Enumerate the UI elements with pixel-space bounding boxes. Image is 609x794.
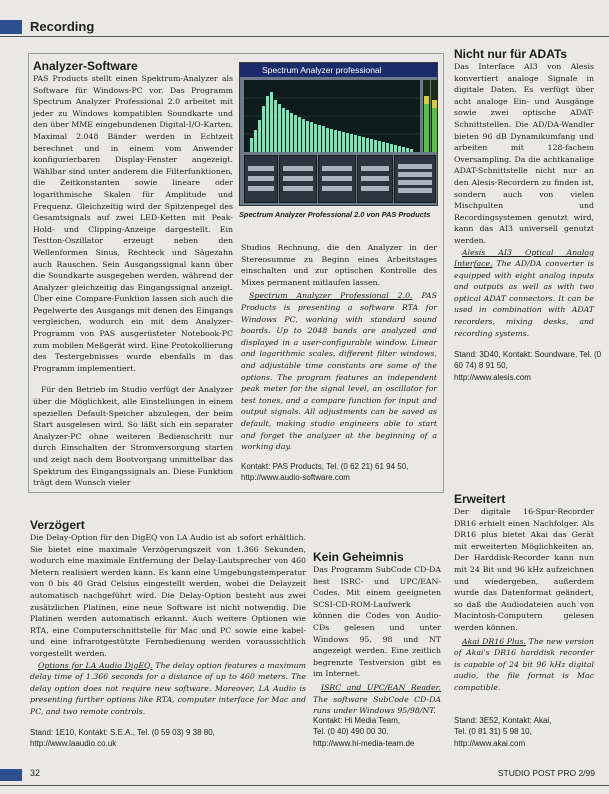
footer-marker <box>0 769 22 781</box>
adats-heading: Nicht nur für ADATs <box>454 47 568 61</box>
adats-contact <box>454 349 602 383</box>
analyzer-body-col1 <box>33 73 233 489</box>
geheimnis-contact <box>313 715 414 749</box>
geheimnis-contact-url[interactable]: http://www.hi-media-team.de <box>313 738 415 748</box>
verzoegert-english-title: Options for LA Audio DigEQ. <box>38 660 153 670</box>
geheimnis-heading: Kein Geheimnis <box>313 550 404 564</box>
geheimnis-contact-line-2: Tel. (0 40) 490 00 30, <box>313 727 389 737</box>
erweitert-contact-line-1: Stand: 3E52, Kontakt: Akai, <box>454 716 552 725</box>
peak-meter-left <box>423 80 430 152</box>
adats-contact-line-1: Stand: 3D40, Kontakt: Soundware, Tel. (0 60 74) 8 91 50, <box>454 350 602 371</box>
geheimnis-english-text: The software SubCode CD-DA runs under Windows 95/98/NT. <box>313 694 441 716</box>
verzoegert-body <box>30 532 306 718</box>
screenshot-titlebar: Spectrum Analyzer professional <box>240 63 437 77</box>
control-panel-4 <box>357 155 393 203</box>
adats-english-title: Alesis AI3 Optical Analog Interface. <box>454 247 594 269</box>
page-number: 32 <box>30 768 41 778</box>
control-panel-2 <box>279 155 317 203</box>
adats-english-summary <box>454 247 594 340</box>
erweitert-body <box>454 506 594 694</box>
magazine-issue: STUDIO POST PRO 2/99 <box>497 768 595 778</box>
erweitert-contact-line-2: Tel. (0 81 31) 5 98 10, <box>454 727 532 737</box>
analyzer-english-summary <box>241 290 437 452</box>
analyzer-english-text: PAS Products is presenting a software RTA for Windows PC, working with standard sound boards. Up to 2048 bands are analyzed and displayed in a user-configurable window. Linear and logarithmic scales, different filter windows, and adjustable time constants are some of the options. The program features an independent peak meter for the signal level, an oscillator for test tones, and a compare function for input and output signals. All adjustments can be saved as default, making studio engineers able to start and forget the analyzer at the beginning of a working day. <box>241 291 437 452</box>
screenshot-caption: Spectrum Analyzer Professional 2.0 von PAS Products <box>239 210 431 219</box>
spectrum-bars-graphic <box>244 80 420 152</box>
control-panel-3 <box>318 155 356 203</box>
verzoegert-heading: Verzögert <box>30 518 85 532</box>
verzoegert-contact-line-1: Stand: 1E10, Kontakt: S.E.A., Tel. (0 59 03) 9 38 80, <box>30 728 215 737</box>
analyzer-heading: Analyzer-Software <box>33 59 138 73</box>
erweitert-english-summary <box>454 636 594 694</box>
erweitert-english-title: Akai DR16 Plus. <box>462 636 527 646</box>
verzoegert-para: Die Delay-Option für den DigEQ von LA Audio ist ab sofort erhältlich. Sie bietet eine maximale Verzögerungszeit von 1.366 Sekunden, wodurch eine maximale Entfernung der Delay-Lautsprecher von 460 Metern realisiert werden kann. Es kann eine Umgebungstemperatur von 0 bis 40 Grad Celsius eingestellt werden, wobei die Delayzeit automatisch nachgeführt wird. Die Delay-Option besteht aus zwei zusätzlichen Platinen, eine neue Software ist nicht notwendig. Die Platinen werden automatisch erkannt. Auch weitere Optionen wie RTA, eine Computerschnittstelle für Mac und PC sowie eine kabel- und eine infrarotgestützte Fernbedienung werden voraussichtlich vorgestellt werden. <box>30 533 306 658</box>
analyzer-para-1: PAS Products stellt einen Spektrum-Analyzer als Software für Windows-PC vor. Das Programm Spectrum Analyzer Professional 2.0 arbeitet mit jeder zu Windows kompatiblen Soundkarte und den über MME eingebundenen Digital-I/O-Karten. Maximal 2.048 Bänder werden in Echtzeit berechnet und in einem vom Anwender konfigurierbaren Display-Fenster angezeigt. Wählbar sind unter anderem die Filterfunktionen, die Zeitkonstanten sowie lineare oder logarithmische Skalen für Amplitude und Frequenz. Gleichzeitig wird der Spitzenpegel des Gesamtsignals auf zwei LED-Ketten mit Peak-Hold- und Clipping-Anzeige dargestellt. Ein Testton-Oszillator erzeugt neben den Wellenformen Sinus, Rechteck und Sägezahn auch Rauschen. Sein Ausgangssignal kann über die Soundkarte ausgegeben werden, während der Analyzer gleichzeitig das Eingangssignal anzeigt. Über eine Compare-Funktion lassen sich auch die Pegelwerte des Ausgangs mit denen des Eingangs vergleichen, wodurch ein mit dem Analyzer-Programm von PAS ausgerüsteter Notebook-PC zum mobilen Meßgerät wird. Eine Protokollierung des Testergebnisses wurde ebenfalls in das Programm implementiert. <box>33 74 233 373</box>
geheimnis-english-title: ISRC and UPC/EAN Reader. <box>321 682 441 692</box>
geheimnis-english-summary <box>313 682 441 717</box>
geheimnis-contact-line-1: Kontakt: Hi Media Team, <box>313 716 401 725</box>
erweitert-contact-url[interactable]: http://www.akai.com <box>454 738 526 748</box>
adats-contact-url[interactable]: http://www.alesis.com <box>454 372 531 382</box>
adats-body <box>454 61 594 339</box>
analyzer-para-3: Studios Rechnung, die den Analyzer in der Stereosumme zu Beginn eines Arbeitstages einschalten und zur optischen Kontrolle des Mixes permanent mitlaufen lassen. <box>241 243 437 287</box>
section-title: Recording <box>30 19 95 34</box>
spectrum-analyzer-screenshot <box>239 62 438 206</box>
analyzer-contact-url[interactable]: http://www.audio-software.com <box>241 473 350 483</box>
analyzer-english-title: Spectrum Analyzer Professional 2.0. <box>249 291 413 301</box>
peak-meter-right <box>431 80 438 152</box>
analyzer-contact <box>241 461 408 484</box>
analyzer-contact-line-1: Kontakt: PAS Products, Tel. (0 62 21) 61 94 50, <box>241 462 409 471</box>
verzoegert-contact-url[interactable]: http://www.laaudio.co.uk <box>30 739 117 749</box>
erweitert-para: Der digitale 16-Spur-Recorder DR16 erhielt einen Nachfolger. Als DR16 plus bietet Akai das Gerät mit erweiterten Möglichkeiten an. Der Harddisk-Recorder kann nun mit 24 Bit und 96 kHz aufzeichnen und wiedergeben, außerdem wurde das Datenformat geändert, so daß die Audiodateien auch von Macintosh-Computern gelesen werden können. <box>454 507 594 632</box>
header-rule <box>0 36 609 37</box>
spectrum-graph <box>244 80 420 152</box>
footer-rule <box>0 785 609 786</box>
analyzer-body-col2 <box>241 242 437 453</box>
control-panel-5 <box>394 155 436 203</box>
section-marker <box>0 20 22 34</box>
verzoegert-contact <box>30 727 215 750</box>
verzoegert-english-text: The delay option features a maximum delay time of 1.366 seconds for a distance of up to 460 meters. The delay option does not require new software. Moreover, LA Audio is presenting further options like RTA, computer interface for Mac and PC, and two remote controls. <box>30 660 306 716</box>
adats-english-text: The AD/DA converter is equipped with eight analog inputs and outputs as well as with two optical ADAT connectors. It can be used in combination with ADAT recorders, mixing desks, and recording systems. <box>454 259 594 338</box>
geheimnis-body <box>313 564 441 717</box>
erweitert-heading: Erweitert <box>454 492 506 506</box>
adats-para: Das Interface AI3 von Alesis konvertiert analoge Signale in digitale Daten. Es verfügt über acht analoge Ein- und Ausgänge sowie zwei optische ADAT-Schnittstellen. Die AD/DA-Wandler bieten 96 dB Dynamikumfang und arbeiten mit 128-fachem Oversampling. Da die achtkanalige ADAT-Schnittstelle nicht nur an den Alesis-Recordern zu finden ist, sondern auch von vielen Mischpulten und Recordingsystemen genutzt wird, kann das AI3 universell genutzt werden. <box>454 62 594 245</box>
geheimnis-para: Das Programm SubCode CD-DA liest ISRC- und UPC/EAN-Codes. Mit einem geeigneten SCSI-CD-ROM-Laufwerk können die Codes von Audio-CDs gelesen und unter Windows 95, 98 und NT angezeigt werden. Eine zeitlich begrenzte Testversion gibt es im Internet. <box>313 565 441 679</box>
erweitert-contact <box>454 715 551 749</box>
control-panel-1 <box>244 155 278 203</box>
erweitert-english-text: The new version of Akai's DR16 harddisk recorder is capable of 24 bit 96 kHz digital audio, the file format is Mac compatible. <box>454 636 594 692</box>
analyzer-para-2: Für den Betrieb im Studio verfügt der Analyzer über die Möglichkeit, alle Einstellungen in einem speziellen Default-Speicher abzulegen, der beim Start ausgelesen wird. So läßt sich ein separater Analyzer-PC ohne weiteren Bedienschritt nur durch Einschalten der Stromversorgung starten und zeigt nach dem Bootvorgang unmittelbar das Spektrum des Eingangssignals an. Diese Funktion trägt dem Wunsch vieler <box>33 385 233 488</box>
verzoegert-english-summary <box>30 660 306 718</box>
